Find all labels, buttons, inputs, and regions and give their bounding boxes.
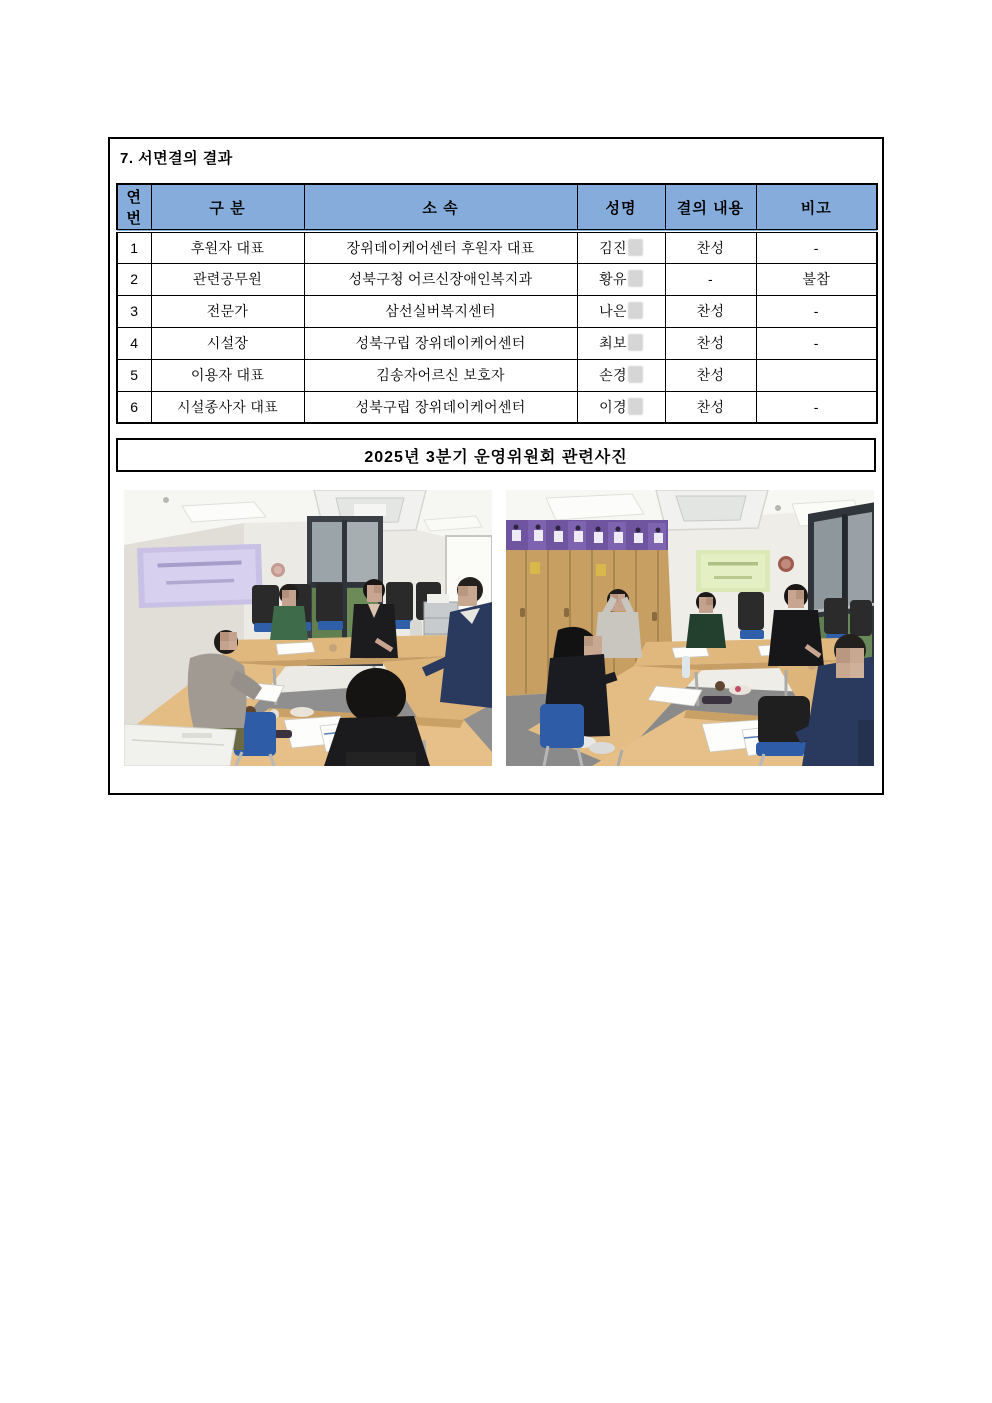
cell-no: 2 [117, 263, 151, 295]
cell-category: 후원자 대표 [151, 231, 304, 263]
table-row [117, 327, 877, 359]
photo-caption-box [116, 438, 876, 472]
cell-decision: 찬성 [665, 295, 756, 327]
resolution-table [116, 183, 878, 424]
member-name: 최보 [599, 335, 627, 351]
cell-no: 3 [117, 295, 151, 327]
cell-category: 시설종사자 대표 [151, 391, 304, 423]
cell-decision: 찬성 [665, 359, 756, 391]
name-redaction-box [628, 302, 643, 319]
cell-affiliation: 장위데이케어센터 후원자 대표 [304, 231, 577, 263]
cell-decision: 찬성 [665, 391, 756, 423]
cell-note: - [756, 327, 877, 359]
cell-name [577, 263, 665, 295]
cell-affiliation: 성북구립 장위데이케어센터 [304, 327, 577, 359]
name-redaction-box [628, 398, 643, 415]
col-header-note: 비고 [756, 184, 877, 231]
col-header-no: 연번 [117, 184, 151, 231]
photo-row [124, 490, 874, 766]
cell-no: 4 [117, 327, 151, 359]
cell-no: 5 [117, 359, 151, 391]
member-name: 손경 [599, 367, 627, 383]
cell-no: 1 [117, 231, 151, 263]
cell-note: - [756, 231, 877, 263]
table-row [117, 263, 877, 295]
table-header-row [117, 184, 877, 231]
report-section-box [108, 137, 884, 795]
cell-note: - [756, 391, 877, 423]
cell-affiliation: 김송자어르신 보호자 [304, 359, 577, 391]
cell-category: 관련공무원 [151, 263, 304, 295]
cell-name [577, 391, 665, 423]
cell-name [577, 359, 665, 391]
table-row [117, 295, 877, 327]
table-row [117, 391, 877, 423]
member-name: 김진 [599, 239, 627, 256]
name-redaction-box [628, 270, 643, 287]
cell-affiliation: 성북구립 장위데이케어센터 [304, 391, 577, 423]
meeting-photo-left [124, 490, 492, 766]
cell-name [577, 231, 665, 263]
table-row [117, 359, 877, 391]
cell-category: 시설장 [151, 327, 304, 359]
cell-note: 불참 [756, 263, 877, 295]
meeting-photo-right [506, 490, 874, 766]
col-header-category: 구 분 [151, 184, 304, 231]
photo-caption: 2025년 3분기 운영위원회 관련사진 [364, 448, 628, 466]
col-header-affiliation: 소 속 [304, 184, 577, 231]
name-redaction-box [628, 366, 643, 383]
member-name: 이경 [599, 398, 627, 415]
cell-category: 전문가 [151, 295, 304, 327]
name-redaction-box [628, 239, 643, 256]
cell-name [577, 295, 665, 327]
meeting-room-scene-1 [124, 490, 492, 766]
meeting-room-scene-2 [506, 490, 874, 766]
cell-decision: 찬성 [665, 231, 756, 263]
cell-no: 6 [117, 391, 151, 423]
cell-name [577, 327, 665, 359]
cell-note: - [756, 295, 877, 327]
cell-decision: - [665, 263, 756, 295]
cell-decision: 찬성 [665, 327, 756, 359]
table-row [117, 231, 877, 263]
cell-note [756, 359, 877, 391]
cell-affiliation: 삼선실버복지센터 [304, 295, 577, 327]
col-header-decision: 결의 내용 [665, 184, 756, 231]
col-header-name: 성명 [577, 184, 665, 231]
cell-category: 이용자 대표 [151, 359, 304, 391]
member-name: 나은 [599, 303, 627, 319]
resolution-table-body [117, 231, 877, 423]
section-title: 7. 서면결의 결과 [120, 150, 233, 167]
cell-affiliation: 성북구청 어르신장애인복지과 [304, 263, 577, 295]
name-redaction-box [628, 334, 643, 351]
member-name: 황유 [599, 271, 627, 287]
